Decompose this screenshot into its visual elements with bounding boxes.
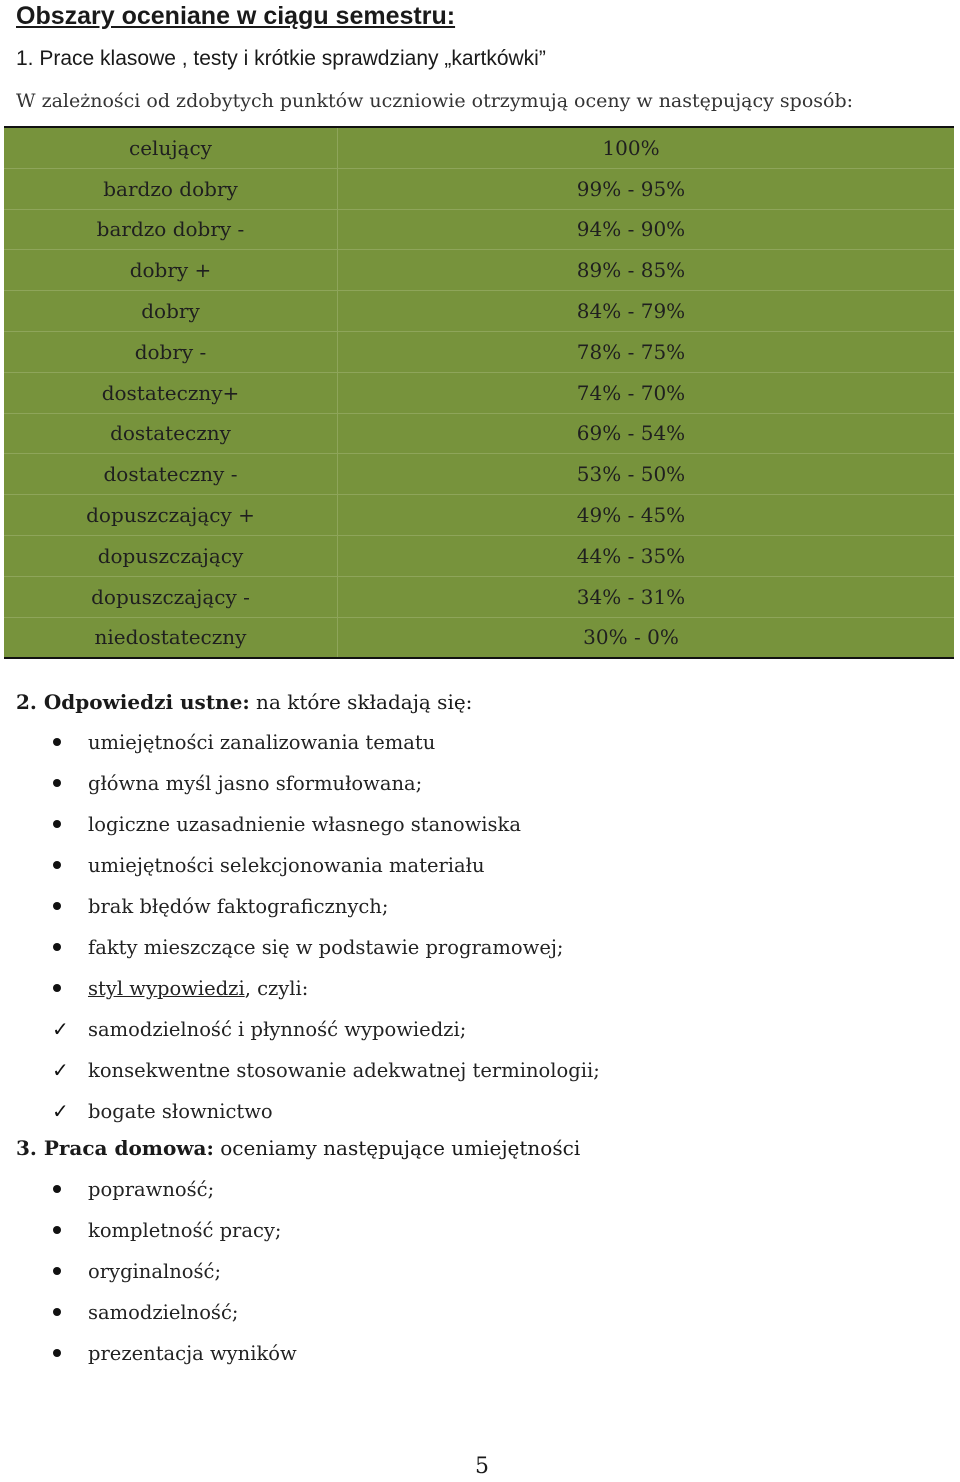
grade-name: dopuszczający <box>4 535 338 576</box>
list-item-text: samodzielność i płynność wypowiedzi; <box>88 1018 467 1041</box>
grade-range: 78% - 75% <box>338 331 955 372</box>
bullet-icon <box>53 984 61 992</box>
grade-name: dopuszczający + <box>4 495 338 536</box>
section2-list <box>0 722 600 1132</box>
checkmark-icon: ✓ <box>52 1099 69 1123</box>
grade-table <box>4 126 954 659</box>
section3-heading <box>16 1133 580 1163</box>
list-item-text: kompletność pracy; <box>88 1219 282 1242</box>
list-item-text: poprawność; <box>88 1178 215 1201</box>
grade-range: 99% - 95% <box>338 168 955 209</box>
list-item <box>0 804 600 845</box>
list-item <box>0 722 600 763</box>
grade-name: bardzo dobry <box>4 168 338 209</box>
grade-name: niedostateczny <box>4 617 338 658</box>
grade-row <box>4 413 954 454</box>
list-item-text: samodzielność; <box>88 1301 239 1324</box>
grade-row <box>4 535 954 576</box>
bullet-icon <box>53 943 61 951</box>
list-item-text: fakty mieszczące się w podstawie programowej; <box>88 936 564 959</box>
section1-heading: 1. Prace klasowe , testy i krótkie sprawdziany „kartkówki” <box>16 47 546 70</box>
grade-row <box>4 331 954 372</box>
bullet-icon <box>53 820 61 828</box>
grade-row <box>4 209 954 250</box>
bullet-icon <box>53 902 61 910</box>
grade-range: 69% - 54% <box>338 413 955 454</box>
bullet-icon <box>53 1267 61 1275</box>
grade-range: 49% - 45% <box>338 495 955 536</box>
list-item <box>0 1333 297 1374</box>
bullet-icon <box>53 1349 61 1357</box>
grade-name: dopuszczający - <box>4 576 338 617</box>
list-item-text: prezentacja wyników <box>88 1342 297 1365</box>
list-item <box>0 1091 600 1132</box>
grade-range: 94% - 90% <box>338 209 955 250</box>
section3-heading-rest: oceniamy następujące umiejętności <box>213 1136 581 1160</box>
grade-name: dostateczny <box>4 413 338 454</box>
section2-heading-rest: na które składają się: <box>249 690 473 714</box>
grade-name: dostateczny+ <box>4 372 338 413</box>
grade-row <box>4 127 954 168</box>
bullet-icon <box>53 861 61 869</box>
list-item-text: oryginalność; <box>88 1260 222 1283</box>
grade-range: 30% - 0% <box>338 617 955 658</box>
list-item <box>0 845 600 886</box>
style-label-rest: , czyli: <box>244 977 309 1000</box>
list-item-text: umiejętności zanalizowania tematu <box>88 731 436 754</box>
grade-range: 53% - 50% <box>338 454 955 495</box>
grade-range: 44% - 35% <box>338 535 955 576</box>
list-item <box>0 1210 297 1251</box>
grade-row <box>4 576 954 617</box>
page-number: 5 <box>475 1454 489 1479</box>
grade-range: 74% - 70% <box>338 372 955 413</box>
bullet-icon <box>53 1308 61 1316</box>
section3-list <box>0 1169 297 1374</box>
grade-name: bardzo dobry - <box>4 209 338 250</box>
list-item <box>0 927 600 968</box>
grade-row <box>4 372 954 413</box>
grade-range: 34% - 31% <box>338 576 955 617</box>
grade-row <box>4 250 954 291</box>
bullet-icon <box>53 1185 61 1193</box>
grade-range: 84% - 79% <box>338 291 955 332</box>
section1-intro: W zależności od zdobytych punktów uczniowie otrzymują oceny w następujący sposób: <box>16 90 854 112</box>
bullet-icon <box>53 779 61 787</box>
checkmark-icon: ✓ <box>52 1017 69 1041</box>
grade-name: dostateczny - <box>4 454 338 495</box>
grade-range: 100% <box>602 135 660 160</box>
grade-name: dobry - <box>4 331 338 372</box>
list-item <box>0 1292 297 1333</box>
list-item <box>0 1050 600 1091</box>
list-item-text: umiejętności selekcjonowania materiału <box>88 854 485 877</box>
section2-heading <box>16 687 472 717</box>
grade-row <box>4 168 954 209</box>
list-item-text: brak błędów faktograficznych; <box>88 895 389 918</box>
bullet-icon <box>53 738 61 746</box>
checkmark-icon: ✓ <box>52 1058 69 1082</box>
list-item-text: konsekwentne stosowanie adekwatnej terminologii; <box>88 1059 600 1082</box>
list-item <box>0 886 600 927</box>
list-item <box>0 1009 600 1050</box>
section2-heading-bold: 2. Odpowiedzi ustne: <box>16 690 250 714</box>
list-item-text: logiczne uzasadnienie własnego stanowiska <box>88 813 521 836</box>
grade-row <box>4 291 954 332</box>
grade-row <box>4 495 954 536</box>
list-item-text: główna myśl jasno sformułowana; <box>88 772 423 795</box>
list-item <box>0 1251 297 1292</box>
section3-heading-bold: 3. Praca domowa: <box>16 1136 214 1160</box>
list-item <box>0 763 600 804</box>
grade-name: dobry + <box>4 250 338 291</box>
bullet-icon <box>53 1226 61 1234</box>
style-label: styl wypowiedzi <box>88 977 245 1000</box>
grade-row <box>4 617 954 658</box>
list-item-text: bogate słownictwo <box>88 1100 273 1123</box>
grade-name: dobry <box>4 291 338 332</box>
grade-row <box>4 454 954 495</box>
list-item <box>0 968 600 1009</box>
grade-name: celujący <box>4 127 338 168</box>
page-title: Obszary oceniane w ciągu semestru: <box>16 2 456 30</box>
list-item <box>0 1169 297 1210</box>
grade-range: 89% - 85% <box>338 250 955 291</box>
